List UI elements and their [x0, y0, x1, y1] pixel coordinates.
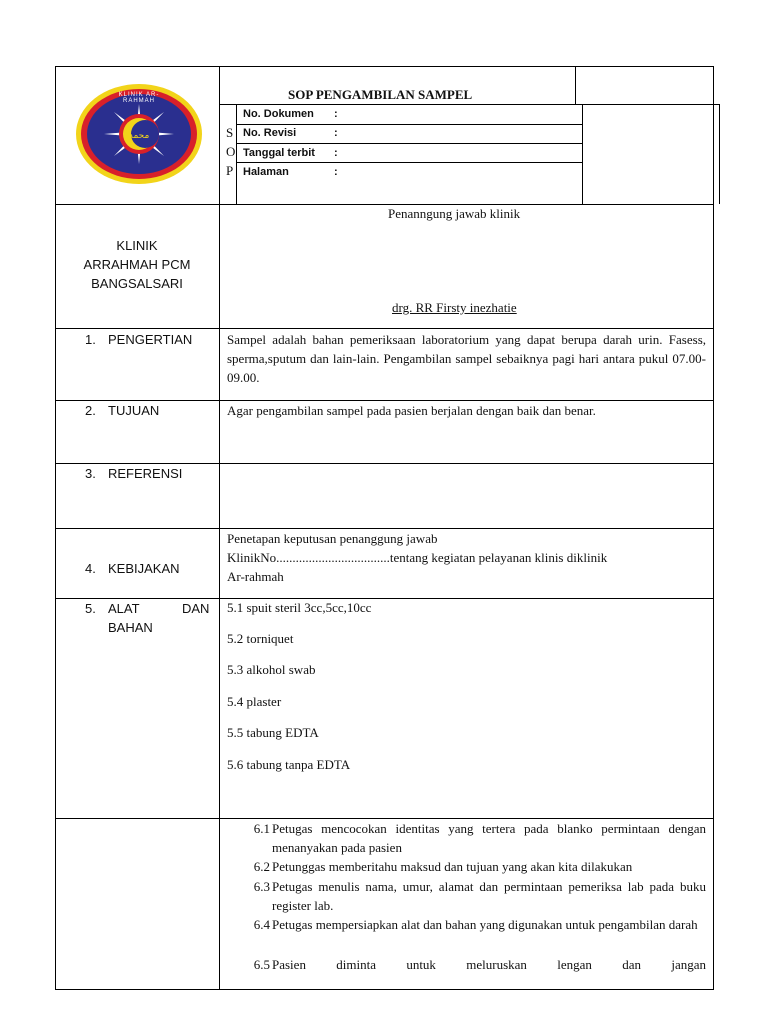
border-right	[713, 66, 714, 989]
meta-label-dokumen: No. Dokumen	[243, 108, 314, 120]
section-label-referensi: REFERENSI	[108, 466, 183, 481]
step-number: 6.4	[253, 917, 270, 932]
step-text: Petugas menulis nama, umur, alamat dan permintaan pemeriksa lab pada buku register lab.	[272, 879, 706, 913]
logo-caption: KLINIK AR-RAHMAH	[118, 92, 160, 104]
step-text: Petugas mencocokan identitas yang tertera pada blanko permintaan dengan menanyakan pada pasien	[272, 821, 706, 855]
responsible-name: drg. RR Firsty inezhatie	[392, 300, 517, 315]
meta-colon: :	[334, 127, 338, 139]
section-label-dan: DAN	[182, 601, 210, 616]
row-divider	[55, 328, 713, 329]
section-number: 4.	[85, 561, 96, 576]
responsible-title: Penanngung jawab klinik	[388, 206, 521, 221]
title-cell-divider	[575, 66, 576, 104]
meta-label-tanggal: Tanggal terbit	[243, 147, 315, 159]
step-number: 6.1	[253, 821, 270, 836]
step-number: 6.3	[253, 879, 270, 894]
meta-box-left	[236, 104, 237, 204]
section-number: 1.	[85, 332, 96, 347]
meta-colon: :	[334, 166, 338, 178]
section-label-bahan: BAHAN	[108, 620, 153, 635]
section-label-tujuan: TUJUAN	[108, 403, 160, 418]
clinic-name: KLINIK ARRAHMAH PCM BANGSALSARI	[83, 238, 191, 291]
step-text: Petunggas memberitahu maksud dan tujuan yang akan kita dilakukan	[272, 859, 633, 874]
clinic-logo	[74, 82, 204, 186]
border-top	[55, 66, 713, 67]
row-divider	[55, 204, 713, 205]
meta-box-right	[719, 104, 720, 204]
section-number: 2.	[85, 403, 96, 418]
step-number: 6.5	[253, 957, 270, 972]
list-item: 5.5 tabung EDTA	[227, 725, 319, 740]
row-divider	[55, 400, 713, 401]
section-label-alat: ALAT	[108, 601, 140, 616]
meta-colon: :	[334, 147, 338, 159]
section-label-kebijakan: KEBIJAKAN	[108, 561, 180, 576]
step-text: Petugas mempersiapkan alat dan bahan yang digunakan untuk pengambilan darah	[272, 917, 698, 932]
section-label-pengertian: PENGERTIAN	[108, 332, 193, 347]
document-title: SOP PENGAMBILAN SAMPEL	[288, 87, 473, 102]
section-number: 3.	[85, 466, 96, 481]
row-divider	[55, 463, 713, 464]
sop-letter: O	[226, 144, 236, 159]
meta-label-revisi: No. Revisi	[243, 127, 297, 139]
row-divider	[55, 598, 713, 599]
pengertian-text: Sampel adalah bahan pemeriksaan laboratorium yang dapat berupa darah urin. Fasess, sperma,sputum dan lain-lain. Pengambilan sampel sebaiknya pagi hari antara pukul 07.00-09.00.	[227, 332, 706, 385]
list-item: 5.6 tabung tanpa EDTA	[227, 757, 351, 772]
sop-letter: P	[226, 163, 234, 178]
meta-label-halaman: Halaman	[243, 166, 289, 178]
step-text: Pasien diminta untuk meluruskan lengan dan jangan	[272, 957, 706, 972]
list-item: 5.2 torniquet	[227, 631, 294, 646]
list-item: 5.4 plaster	[227, 694, 282, 709]
border-bottom	[55, 989, 714, 990]
tujuan-text: Agar pengambilan sampel pada pasien berjalan dengan baik dan benar.	[227, 403, 596, 418]
list-item: 5.3 alkohol swab	[227, 662, 316, 677]
svg-text:محمد: محمد	[128, 131, 150, 141]
step-number: 6.2	[253, 859, 270, 874]
section-number: 5.	[85, 601, 96, 616]
meta-colon: :	[334, 108, 338, 120]
sop-letter: S	[226, 125, 234, 140]
kebijakan-text: Penetapan keputusan penanggung jawab KlinikNo...................................tentang kegiatan pelayanan klinis diklinik Ar-rahmah	[227, 531, 608, 584]
list-item: 5.1 spuit steril 3cc,5cc,10cc	[227, 600, 372, 615]
meta-box-divider	[582, 104, 583, 204]
